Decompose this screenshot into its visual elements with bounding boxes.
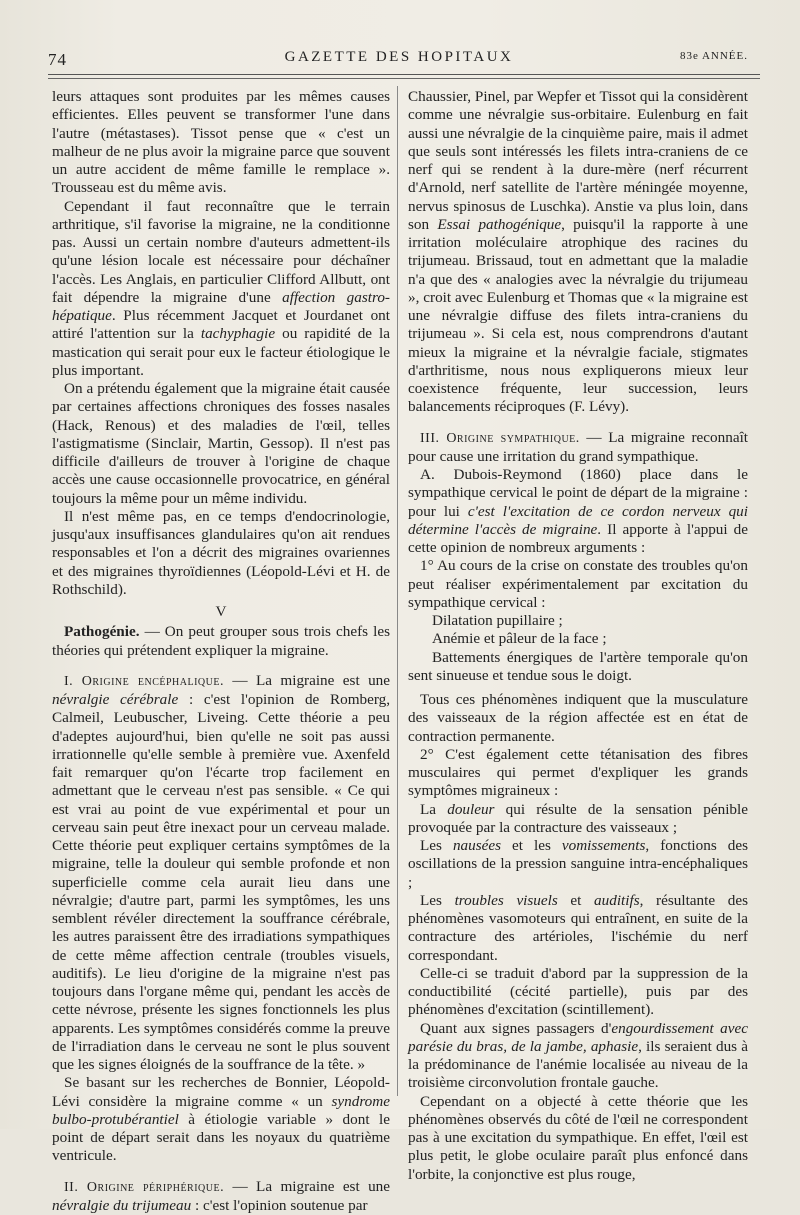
paragraph: Les nausées et les vomissements, fonctions des oscillations de la pression sanguine intra-encéphaliques ; [408,837,748,892]
paragraph: Tous ces phénomènes indiquent que la musculature des vaisseaux de la région affectée est en état de contraction permanente. [408,691,748,746]
section-heading-paragraph: Pathogénie. — On peut grouper sous trois chefs les théories qui prétendent expliquer la migraine. [52,623,390,660]
subsection-paragraph: I. Origine encéphalique. — La migraine est une névralgie cérébrale : c'est l'opinion de Romberg, Calmeil, Leubuscher, Liveing. Cette théorie a peu d'adeptes aujourd'hui, bien qu'elle ne soit pas aussi irrationnelle qu'elle semble à première vue. Axenfeld fait remarquer qu'on l'écarte trop facilement en admettant que le cerveau n'est pas sensible. « Ce qui est vrai au point de vue expérimental et pour un cerveau sain peut être inexact pour un cerveau malade. Cette théorie peut expliquer certains symptômes de la migraine, telle la douleur qui semble profonde et non superficielle comme cela aurait lieu dans une névralgie; d'autre part, parmi les symptômes, les uns semblent révéler directement la souffrance cérébrale, les autres paraissent être des irradiations sympathiques de cette même affection centrale (troubles visuels, auditifs). Le lieu d'origine de la migraine n'est pas toujours dans l'organe même qui, pendant les accès de cette névrose, présente les signes fonctionnels les plus apparents. Les symptômes considérés comme la preuve de l'irradiation dans le cerveau ne sont le plus souvent que les signes éloignés de la souffrance de la tête. » [52,672,390,1075]
paragraph: Quant aux signes passagers d'engourdissement avec parésie du bras, de la jambe, aphasie, ils seraient dus à la prédominance de l'anémie localisée au niveau de la troisième circonvolution frontale gauche. [408,1020,748,1093]
paragraph: On a prétendu également que la migraine était causée par certaines affections chroniques des fosses nasales (Hack, Renous) et des maladies de l'œil, telles l'astigmatisme (Sinclair, Martin, Gessop). Il n'est pas difficile d'ailleurs de trouver à l'origine de chaque accès une cause occasionnelle provocatrice, en général toujours la même pour un même individu. [52,380,390,508]
paragraph: Il n'est même pas, en ce temps d'endocrinologie, jusqu'aux insuffisances glandulaires qu'on ait rendues responsables et l'on a décrit des migraines ovariennes et des migraines thyroïdiennes (Léopold-Lévi et H. de Rothschild). [52,508,390,599]
paragraph: Cependant on a objecté à cette théorie que les phénomènes observés du côté de l'œil ne correspondent pas à une excitation du sympathique. En effet, l'œil est plus petit, le globe oculaire paraît plus enfoncé dans l'orbite, la conjonctive est plus rouge, [408,1093,748,1184]
page-number: 74 [48,50,67,70]
section-heading: Pathogénie. [64,623,140,640]
list-item: Battements énergiques de l'artère temporale qu'on sent sinueuse et tendue sous le doigt. [408,649,748,686]
paragraph: Cependant il faut reconnaître que le terrain arthritique, s'il favorise la migraine, ne la conditionne pas. Aussi un certain nombre d'auteurs admettent-ils qu'une lésion locale est nécessaire pour déchaîner l'accès. Les Anglais, en particulier Clifford Allbutt, ont fait dépendre la migraine d'une affection gastro-hépatique. Plus récemment Jacquet et Jourdanet ont attiré l'attention sur la tachyphagie ou rapidité de la mastication qui serait pour eux le facteur étiologique le plus important. [52,198,390,381]
paragraph: A. Dubois-Reymond (1860) place dans le sympathique cervical le point de départ de la migraine : pour lui c'est l'excitation de ce cordon nerveux qui détermine l'accès de migraine. Il apporte à l'appui de cette opinion de nombreux arguments : [408,466,748,557]
subsection-paragraph: II. Origine périphérique. — La migraine est une névralgie du trijumeau : c'est l'opinion soutenue par [52,1178,390,1215]
paragraph: Les troubles visuels et auditifs, résultante des phénomènes vasomoteurs qui entraînent, en suite de la contracture des artérioles, l'ischémie du nerf correspondant. [408,892,748,965]
column-divider [397,86,398,1096]
page-header [44,46,754,68]
list-item: Anémie et pâleur de la face ; [408,630,748,648]
subsection-heading: III. Origine sympathique. [420,431,580,446]
subsection-heading: II. Origine périphérique. [64,1180,224,1195]
paragraph: 1° Au cours de la crise on constate des troubles qu'on peut réaliser expérimentalement par excitation du sympathique cervical : [408,557,748,612]
list-item: Dilatation pupillaire ; [408,612,748,630]
right-column [408,88,748,1184]
left-column [52,88,390,1215]
year-label: 83e ANNÉE. [680,50,748,62]
paragraph: 2° C'est également cette tétanisation des fibres musculaires qui permet d'expliquer les grands symptômes migraineux : [408,746,748,801]
paragraph: Celle-ci se traduit d'abord par la suppression de la conductibilité (cécité partielle), puis par des phénomènes d'excitation (scintillement). [408,965,748,1020]
journal-title: GAZETTE DES HOPITAUX [44,49,754,66]
header-rule-bottom [48,78,760,79]
subsection-paragraph: III. Origine sympathique. — La migraine reconnaît pour cause une irritation du grand sympathique. [408,429,748,467]
section-numeral: V [52,603,390,621]
paragraph: Se basant sur les recherches de Bonnier, Léopold-Lévi considère la migraine comme « un syndrome bulbo-protubérantiel à étiologie variable » dont le point de départ serait dans les noyaux du quatrième ventricule. [52,1074,390,1165]
subsection-heading: I. Origine encéphalique. [64,674,224,689]
paragraph: leurs attaques sont produites par les mêmes causes efficientes. Elles peuvent se transformer l'une dans l'autre (métastases). Tissot pense que « c'est un malheur de ne plus avoir la migraine parce que souvent un autre accident de même famille le remplace ». Trousseau est du même avis. [52,88,390,198]
header-rule-top [48,74,760,75]
paragraph: Chaussier, Pinel, par Wepfer et Tissot qui la considèrent comme une névralgie sus-orbitaire. Eulenburg en fait aussi une névralgie de la cinquième paire, mais il admet que seuls sont intéressés les filets intra-craniens de ce nerf qui se rendent à la dure-mère (nerf récurrent d'Arnold, nerf satellite de l'artère méningée moyenne, nervus spinosus de Luschka). Anstie va plus loin, dans son Essai pathogénique, puisqu'il la rapporte à une irritation moléculaire atrophique des racines du trijumeau. Brissaud, tout en admettant que la maladie n'a que des « analogies avec la névralgie du trijumeau », croit avec Eulenburg et Thomas que « la migraine est une névralgie diffuse des filets intra-craniens du trijumeau ». Si cela est, nous comprendrons d'autant mieux la migraine et la névralgie faciale, stigmates d'arthritisme, nous nous expliquerons mieux leur coexistence fréquente, leur succession, leurs balancements réciproques (F. Lévy). [408,88,748,417]
paragraph: La douleur qui résulte de la sensation pénible provoquée par la contracture des vaisseaux ; [408,801,748,838]
